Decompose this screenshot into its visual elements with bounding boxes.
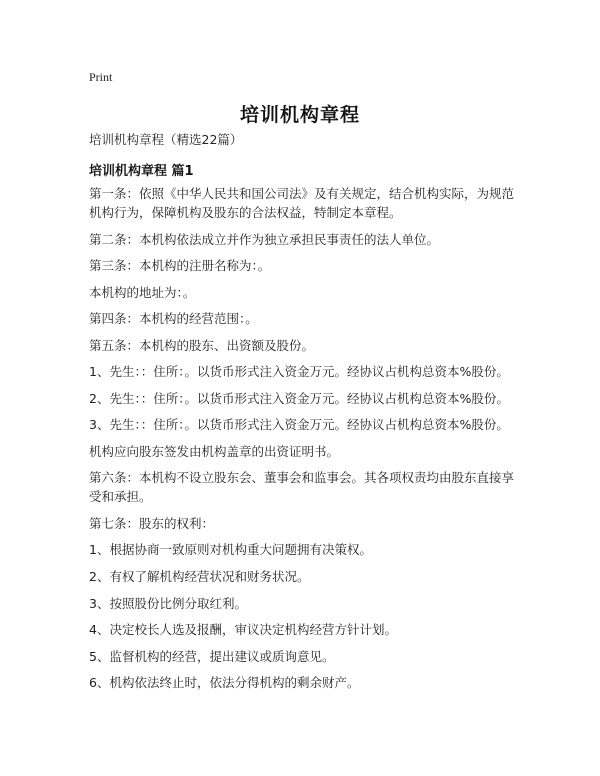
paragraph-article-4: 第四条：本机构的经营范围：。 [89,311,258,326]
paragraph-right-5: 5、监督机构的经营，提出建议或质询意见。 [89,649,335,664]
paragraph-right-3: 3、按照股份比例分取红利。 [89,596,247,611]
print-label: Print [89,70,113,84]
paragraph-article-5: 第五条：本机构的股东、出资额及股份。 [89,338,315,353]
paragraph-right-1: 1、根据协商一致原则对机构重大问题拥有决策权。 [89,542,372,557]
paragraph-article-2: 第二条：本机构依法成立并作为独立承担民事责任的法人单位。 [89,232,440,247]
page-title: 培训机构章程 [239,104,360,126]
paragraph-shareholder-1: 1、先生：：住所：。以货币形式注入资金万元。经协议占机构总资本%股份。 [89,364,509,379]
paragraph-right-2: 2、有权了解机构经营状况和财务状况。 [89,569,310,584]
paragraph-article-1: 第一条：依照《中华人民共和国公司法》及有关规定，结合机构实际，为规范机构行为，保障机构及股东的合法权益，特制定本章程。 [89,186,515,220]
paragraph-right-4: 4、决定校长人选及报酬，审议决定机构经营方针计划。 [89,622,397,637]
section-heading: 培训机构章程 篇1 [89,164,194,179]
paragraph-article-6: 第六条：本机构不设立股东会、董事会和监事会。其各项权责均由股东直接享受和承担。 [89,470,515,504]
paragraph-address: 本机构的地址为：。 [89,285,196,300]
paragraph-article-7: 第七条：股东的权利： [89,516,215,531]
paragraph-shareholder-3: 3、先生：：住所：。以货币形式注入资金万元。经协议占机构总资本%股份。 [89,417,509,432]
paragraph-shareholder-2: 2、先生：：住所：。以货币形式注入资金万元。经协议占机构总资本%股份。 [89,391,509,406]
paragraph-article-3: 第三条：本机构的注册名称为：。 [89,258,271,273]
document-subtitle: 培训机构章程（精选22篇） [89,132,243,147]
paragraph-right-6: 6、机构依法终止时，依法分得机构的剩余财产。 [89,675,360,690]
paragraph-certificate: 机构应向股东签发由机构盖章的出资证明书。 [89,444,340,459]
